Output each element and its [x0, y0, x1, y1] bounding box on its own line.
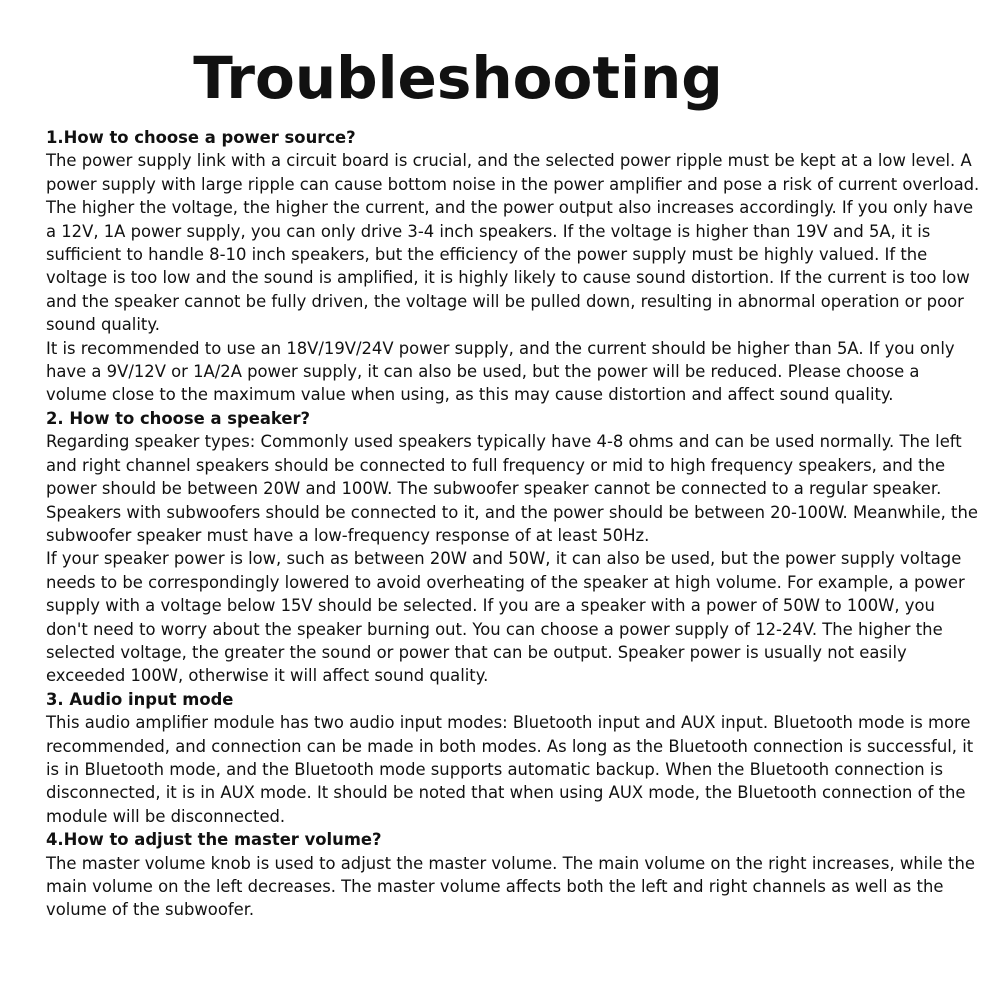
section-paragraph: It is recommended to use an 18V/19V/24V power supply, and the current should be higher than 5A. If you only have a 9V/12V or 1A/2A power supply, it can also be used, but the power will be reduced. Please choose a volume close to the maximum value when using, as this may cause distortion and affect sound quality. [46, 338, 955, 405]
section-paragraph: This audio amplifier module has two audio input modes: Bluetooth input and AUX input. Bluetooth mode is more recommended, and connection can be made in both modes. As long as the Bluetooth connection is successful, it is in Bluetooth mode, and the Bluetooth mode supports automatic backup. When the Bluetooth connection is disconnected, it is in AUX mode. It should be noted that when using AUX mode, the Bluetooth connection of the module will be disconnected. [46, 713, 974, 826]
section-master-volume [46, 828, 980, 922]
document-body [46, 126, 980, 922]
section-power-source [46, 126, 980, 407]
section-heading: 1.How to choose a power source? [46, 128, 356, 147]
section-heading: 4.How to adjust the master volume? [46, 830, 382, 850]
section-paragraph: Regarding speaker types: Commonly used speakers typically have 4-8 ohms and can be used normally. The left and right channel speakers should be connected to full frequency or mid to high frequency speakers, and the power should be between 20W and 100W. The subwoofer speaker cannot be connected to a regular speaker. Speakers with subwoofers should be connected to it, and the power should be between 20-100W. Meanwhile, the subwoofer speaker must have a low-frequency response of at least 50Hz. [46, 432, 978, 545]
section-paragraph: The master volume knob is used to adjust the master volume. The main volume on the right increases, while the main volume on the left decreases. The master volume affects both the left and right channels as well as the volume of the subwoofer. [46, 853, 975, 920]
section-paragraph: If your speaker power is low, such as between 20W and 50W, it can also be used, but the power supply voltage needs to be correspondingly lowered to avoid overheating of the speaker at high volume. For example, a power supply with a voltage below 15V should be selected. If you are a speaker with a power of 50W to 100W, you don't need to worry about the speaker burning out. You can choose a power supply of 12-24V. The higher the selected voltage, the greater the sound or power that can be output. Speaker power is usually not easily exceeded 100W, otherwise it will affect sound quality. [46, 549, 965, 686]
section-audio-input [46, 688, 980, 828]
section-speaker [46, 407, 980, 688]
section-heading: 2. How to choose a speaker? [46, 408, 311, 428]
section-paragraph: The power supply link with a circuit board is crucial, and the selected power ripple must be kept at a low level. A power supply with large ripple can cause bottom noise in the power amplifier and pose a risk of current overload. The higher the voltage, the higher the current, and the power output also increases accordingly. If you only have a 12V, 1A power supply, you can only drive 3-4 inch speakers. If the voltage is higher than 19V and 5A, it is sufficient to handle 8-10 inch speakers, but the efficiency of the power supply must be highly valued. If the voltage is too low and the sound is amplified, it is highly likely to cause sound distortion. If the current is too low and the speaker cannot be fully driven, the voltage will be pulled down, resulting in abnormal operation or poor sound quality. [46, 151, 980, 335]
section-heading: 3. Audio input mode [46, 689, 234, 709]
page-title: Troubleshooting [193, 44, 723, 112]
